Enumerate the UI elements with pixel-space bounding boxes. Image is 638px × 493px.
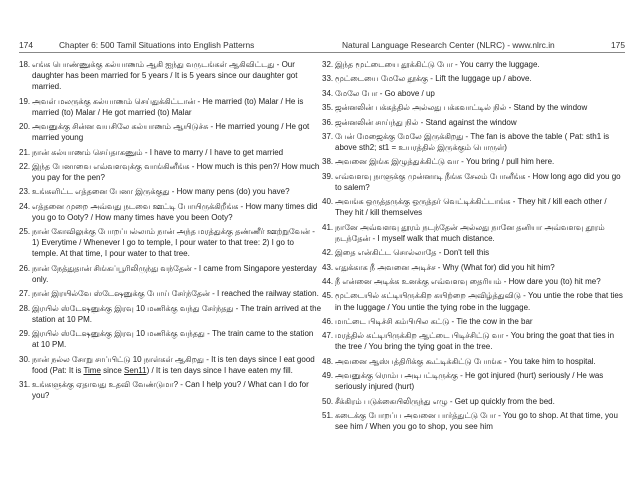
item-text: அவனை இங்க இழுத்துக்கிட்டு வா - You bring / pull him here. — [335, 157, 555, 167]
item-text: அவங்க ஒருத்தருக்கு ஒருத்தர் வெட்டிக்கிட்டாங்க - They hit / kill each other / They hit / kill themselves — [335, 197, 607, 218]
list-item — [19, 226, 322, 259]
item-number: 21. — [19, 147, 31, 157]
item-text: கடைக்கு போறப்ப அவனை பார்த்துட்டு போ - You go to shop. At that time, you see him / When you go to shop, you see him — [335, 411, 618, 432]
list-item — [19, 121, 322, 143]
left-header-rule — [19, 52, 322, 53]
list-item — [322, 88, 625, 99]
right-page-number: 175 — [611, 40, 625, 50]
item-number: 43. — [322, 262, 334, 272]
list-item — [19, 201, 322, 223]
item-text: எத்தனை முறை அவ்வது நடவை ஊட்டி போயிருக்கிறீங்க - How many times did you go to Ooty? / How many times have you been Ooty? — [32, 201, 318, 222]
item-number: 32. — [322, 60, 334, 69]
left-running-title: Chapter 6: 500 Tamil Situations into English Patterns — [59, 40, 255, 50]
item-text: எவ்வளவு நாளுக்கு முன்னாடி நீங்க சேலம் போனீங்க - How long ago did you go to salem? — [335, 171, 621, 192]
item-number: 47. — [322, 331, 334, 341]
list-item — [19, 96, 322, 118]
list-item — [322, 276, 625, 287]
item-number: 19. — [19, 96, 31, 106]
list-item — [322, 117, 625, 128]
item-number: 45. — [322, 291, 334, 301]
item-text: மேலே போ - Go above / up — [335, 88, 435, 98]
item-number: 35. — [322, 103, 334, 113]
item-text: நீ என்னை அடிக்க உனக்கு எவ்வளவு தைரியம் - How dare you (to) hit me? — [335, 277, 601, 287]
list-item — [19, 263, 322, 285]
left-page-header — [19, 40, 322, 52]
underlined-time-word: Time — [83, 365, 101, 375]
item-number: 26. — [19, 263, 31, 273]
list-item — [19, 303, 322, 325]
item-number: 38. — [322, 157, 334, 167]
left-item-list — [19, 59, 322, 405]
item-text: நான் நேத்துதான் சிங்கப்பூரிலிருந்து வந்தேன் - I came from Singapore yesterday only. — [32, 263, 317, 284]
item-number: 51. — [322, 411, 334, 421]
item-text: இரயில் ஸ்டேஷனுக்கு இரவு 10 மணிக்கு வந்து சேர்ந்தது - The train arrived at the station at 10 PM. — [32, 303, 322, 324]
item-text: மாட்டை பிடிச்சி கம்பியில கட்டு - Tie the cow in the bar — [335, 316, 533, 326]
item-number: 37. — [322, 131, 334, 141]
item-number: 39. — [322, 171, 334, 181]
item-number: 48. — [322, 356, 334, 366]
item-number: 23. — [19, 187, 31, 197]
list-item — [322, 171, 625, 193]
item-number: 50. — [322, 396, 334, 406]
item-text: சீக்கிரம் படுக்கையிலிருந்து எழு - Get up quickly from the bed. — [335, 396, 555, 406]
item-number: 20. — [19, 122, 31, 132]
item-text: நானே அவ்வளவு தூரம் நடந்தேன் அல்லது நானே தனியா அவ்வளவு தூரம் நடந்தேன் - I myself walk that much distance. — [335, 222, 605, 243]
item-text: நான் இரயில்வே ஸ்டேஷனுக்கு போய் சேர்ந்தேன் - I reached the railway station. — [32, 289, 319, 299]
list-item — [19, 147, 322, 158]
item-text-part: நான் நல்ல சோறு சாப்பிட்டு 10 நாள்கள் ஆகிறது - It is ten days since I eat good food (Pat: It is — [32, 354, 315, 375]
item-number: 33. — [322, 74, 334, 84]
item-number: 27. — [19, 289, 31, 299]
list-item — [322, 396, 625, 407]
list-item — [19, 328, 322, 350]
list-item — [322, 73, 625, 84]
item-text: எங்க பொண்ணுக்கு கல்யாணம் ஆகி ஐந்து வருடங்கள் ஆகிவிட்டது - Our daughter has been married for 5 years / It is 5 years since our daughter got married. — [32, 60, 298, 92]
item-text: உங்களுக்கு ஏதாவது உதவி வேண்டுமா? - Can I help you? / What can I do for you? — [32, 380, 309, 401]
item-text — [32, 354, 322, 376]
right-header-rule — [322, 52, 625, 53]
item-text: இதை என்கிட்ட சொல்லாதே - Don't tell this — [335, 248, 490, 258]
item-text: மரத்தில் கட்டியிருக்கிற ஆட்டை பிடிச்சிட்டு வா - You bring the goat that ties in the tree / You bring the tying goat in the tree. — [335, 331, 615, 352]
list-item — [322, 316, 625, 327]
item-text: நான் கல்யாணம் செய்தாகணும் - I have to marry / I have to get married — [32, 147, 284, 157]
item-number: 36. — [322, 117, 334, 127]
item-number: 24. — [19, 201, 31, 211]
item-number: 42. — [322, 248, 334, 258]
right-item-list — [322, 59, 625, 436]
list-item — [322, 247, 625, 258]
item-text: நான் கோவிலுக்கு போறப்பல்லாம் நான் அந்த மரத்துக்கு தண்ணீர் ஊற்றுவேன் - 1) Everytime / Whenever I go to temple, I pour water to that tree: 2) I go to temple. At that time, I pour water to that tree. — [32, 227, 315, 259]
list-item — [19, 186, 322, 197]
item-number: 22. — [19, 161, 31, 171]
right-page-header — [322, 40, 625, 52]
item-text: இந்த பேனாவை எவ்வளவுக்கு வாங்கினீங்க - How much is this pen?/ How much you pay for the pen? — [32, 161, 320, 183]
item-text: ஜன்னலின் பக்கத்தில் அல்லது பக்கவாட்டில் நில் - Stand by the window — [335, 103, 588, 113]
item-number: 29. — [19, 329, 31, 339]
item-text-part: since — [100, 365, 125, 375]
item-text: இந்த மூட்டையை தூக்கிட்டு போ - You carry the luggage. — [335, 60, 540, 69]
item-text: அவனை ஆஸ்பத்திரிக்கு கூட்டிக்கிட்டு போங்க - You take him to hospital. — [335, 356, 596, 366]
list-item — [19, 354, 322, 376]
underlined-sen-word: Sen11 — [124, 365, 147, 375]
list-item — [322, 262, 625, 273]
item-text: மூட்டையில் கட்டியிருக்கிற கயிற்றை அவிழ்த்துவிடு - You untie the robe that ties in the luggage / You untie the tying robe in the luggage. — [335, 291, 623, 312]
item-number: 25. — [19, 227, 31, 237]
item-text: அவனுக்கு சின்ன வயசிலே கல்யாணம் ஆயிடுச்சு - He married young / He got married young — [32, 122, 310, 143]
list-item — [19, 59, 322, 92]
right-running-title: Natural Language Research Center (NLRC) - www.nlrc.in — [342, 40, 555, 50]
list-item — [322, 59, 625, 70]
item-text: அவள் மலருக்கு கல்யாணம் செய்துக்கிட்டான் - He married (to) Malar / He is married (to) Malar / He got married (to) Malar — [32, 96, 304, 117]
list-item — [322, 410, 625, 432]
list-item — [322, 356, 625, 367]
item-number: 28. — [19, 303, 31, 313]
item-text: எதுக்காக நீ அவனை அடிச்ச - Why (What for) did you hit him? — [335, 262, 555, 272]
left-page-number: 174 — [19, 40, 33, 50]
item-text: இரயில் ஸ்டேஷனுக்கு இரவு 10 மணிக்கு வந்தது - The train came to the station at 10 PM. — [32, 329, 314, 350]
list-item — [19, 161, 322, 183]
list-item — [322, 196, 625, 218]
item-number: 18. — [19, 60, 31, 69]
list-item — [322, 290, 625, 312]
item-text: அவனுக்கு ரொம்ப அடிபட்டிருக்கு - He got injured (hurt) seriously / He was seriously injured (hurt) — [335, 371, 604, 392]
list-item — [19, 288, 322, 299]
item-number: 46. — [322, 316, 334, 326]
item-text: பேன் மேஜைக்கு மேலே இருக்கிறது - The fan is above the table ( Pat: sth1 is above sth2; st1 = உயரத்தில் இருக்கும் பொருள்) — [335, 131, 610, 153]
item-number: 49. — [322, 371, 334, 381]
list-item — [322, 330, 625, 352]
item-text: மூட்டையை மேலே தூக்கு - Lift the luggage up / above. — [335, 74, 532, 84]
list-item — [19, 379, 322, 401]
item-number: 30. — [19, 354, 31, 364]
list-item — [322, 370, 625, 392]
list-item — [322, 222, 625, 244]
item-text: ஜன்னலின் சாய்ந்து நில் - Stand against the window — [335, 117, 517, 127]
item-text: உங்களிட்ட எத்தனை பேனா இருக்குது - How many pens (do) you have? — [32, 187, 290, 197]
item-number: 41. — [322, 222, 334, 232]
item-number: 31. — [19, 380, 31, 390]
list-item — [322, 156, 625, 167]
list-item — [322, 131, 625, 153]
list-item — [322, 102, 625, 113]
item-text-part: ) / It is ten days since I have eaten my fill. — [146, 365, 293, 375]
item-number: 34. — [322, 88, 334, 98]
item-number: 44. — [322, 277, 334, 287]
item-number: 40. — [322, 197, 334, 207]
